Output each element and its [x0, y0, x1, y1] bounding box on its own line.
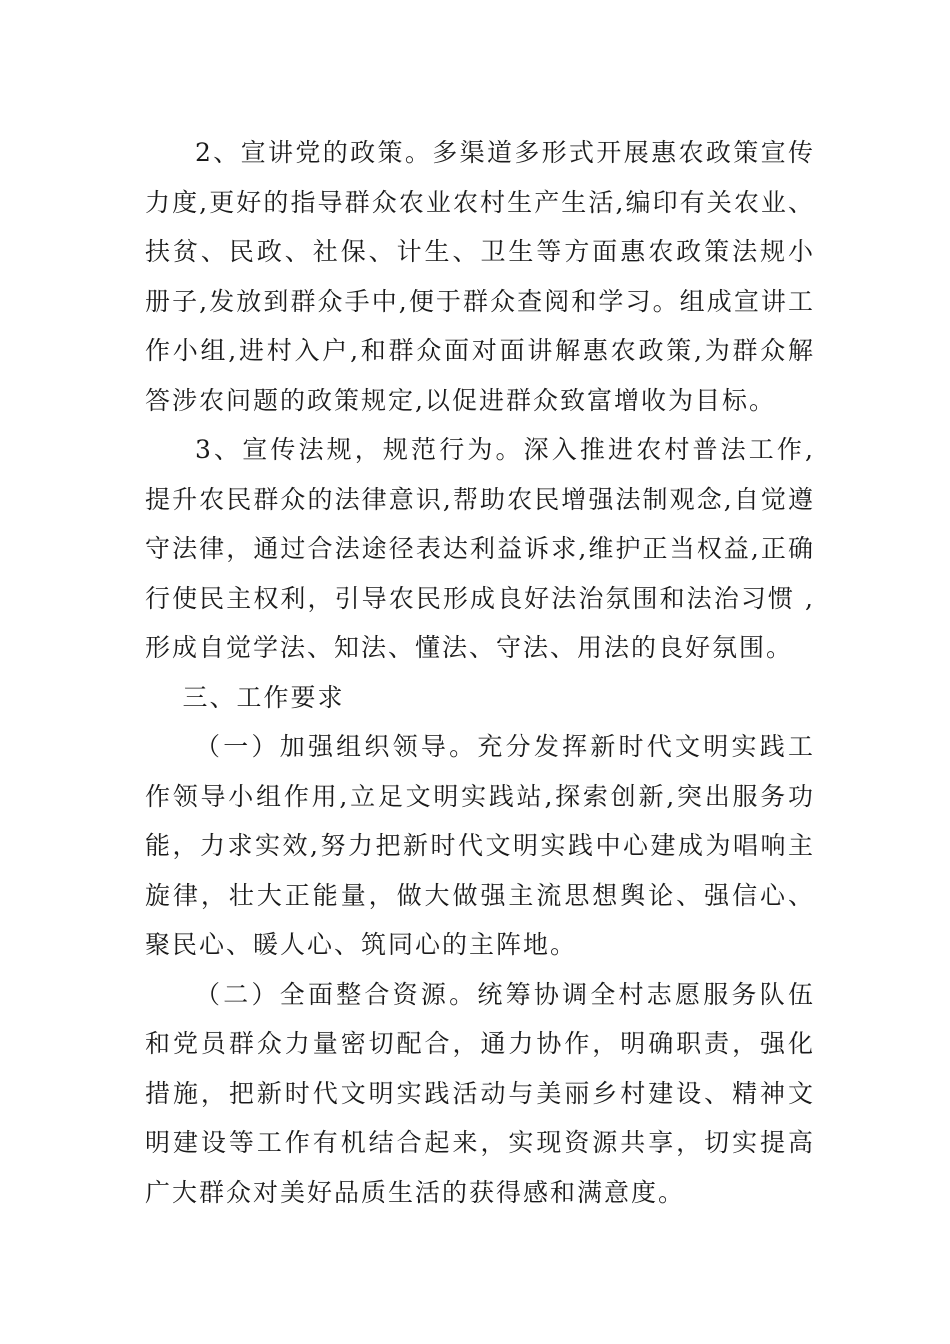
paragraph-law: 3、宣传法规，规范行为。深入推进农村普法工作,提升农民群众的法律意识,帮助农民增强法制观念,自觉遵守法律，通过合法途径表达利益诉求,维护正当权益,正确行使民主权利，引导农民形成良好法治氛围和法治习惯 ,形成自觉学法、知法、懂法、守法、用法的良好氛围。 [145, 435, 815, 662]
paragraph-leadership: （一）加强组织领导。充分发挥新时代文明实践工作领导小组作用,立足文明实践站,探索创新,突出服务功能，力求实效,努力把新时代文明实践中心建成为唱响主旋律，壮大正能量，做大做强主流思想舆论、强信心、聚民心、暖人心、筑同心的主阵地。 [145, 732, 815, 959]
paragraph-resources: （二）全面整合资源。统筹协调全村志愿服务队伍和党员群众力量密切配合，通力协作，明确职责，强化措施，把新时代文明实践活动与美丽乡村建设、精神文明建设等工作有机结合起来，实现资源共享，切实提高广大群众对美好品质生活的获得感和满意度。 [145, 979, 815, 1207]
paragraph-policy: 2、宣讲党的政策。多渠道多形式开展惠农政策宣传力度,更好的指导群众农业农村生产生活,编印有关农业、扶贫、民政、社保、计生、卫生等方面惠农政策法规小册子,发放到群众手中,便于群众查阅和学习。组成宣讲工作小组,进村入户,和群众面对面讲解惠农政策,为群众解答涉农问题的政策规定,以促进群众致富增收为目标。 [145, 138, 815, 415]
section-heading-work-requirements: 三、工作要求 [182, 682, 345, 712]
document-body [145, 128, 815, 1217]
